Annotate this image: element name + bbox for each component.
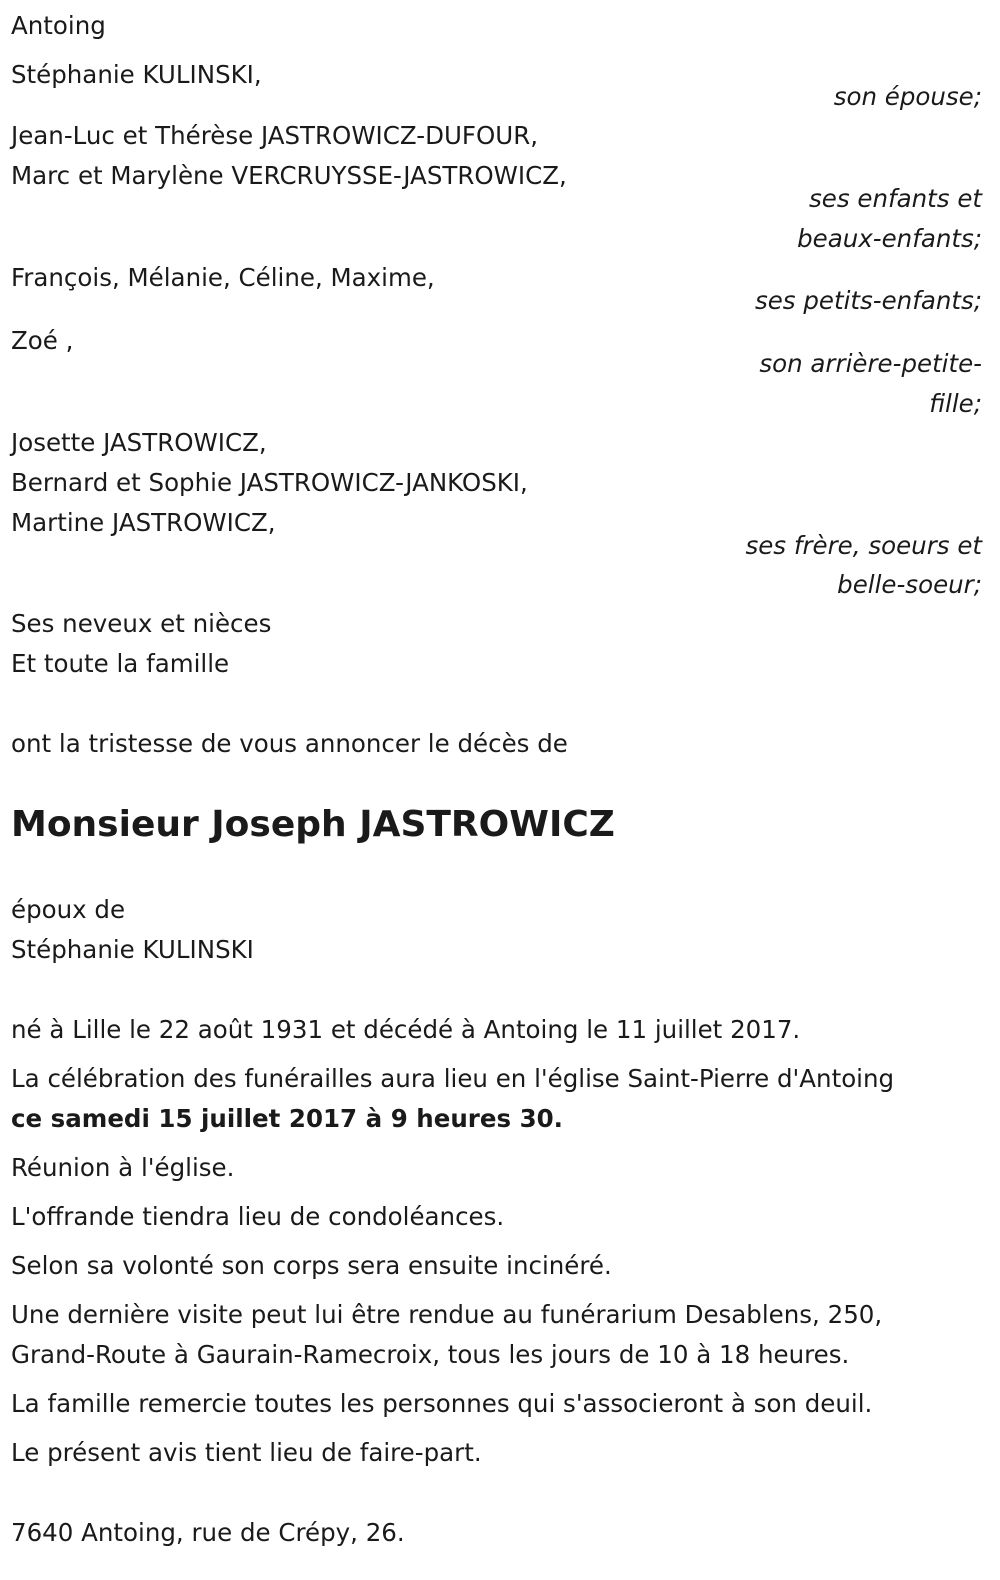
sibling-name-1: Josette JASTROWICZ, [11, 428, 267, 457]
children-name-1: Jean-Luc et Thérèse JASTROWICZ-DUFOUR, [11, 121, 539, 150]
announcement: ont la tristesse de vous annoncer le décès de [11, 729, 568, 758]
spouse-of-name: Stéphanie KULINSKI [11, 935, 254, 964]
family-line-1: Ses neveux et nièces [11, 609, 272, 638]
meeting-text: Réunion à l'église. [11, 1153, 235, 1182]
address: 7640 Antoing, rue de Crépy, 26. [11, 1518, 405, 1547]
visit-line-1: Une dernière visite peut lui être rendue au funérarium Desablens, 250, [11, 1300, 883, 1329]
spouse-name: Stéphanie KULINSKI, [11, 60, 262, 89]
place-heading: Antoing [11, 11, 106, 40]
notice-text: Le présent avis tient lieu de faire-part. [11, 1438, 482, 1467]
children-relation-1: ses enfants et [809, 184, 982, 213]
sibling-name-2: Bernard et Sophie JASTROWICZ-JANKOSKI, [11, 468, 528, 497]
ceremony-date: ce samedi 15 juillet 2017 à 9 heures 30. [11, 1104, 563, 1133]
thanks-text: La famille remercie toutes les personnes qui s'associeront à son deuil. [11, 1389, 873, 1418]
siblings-relation-1: ses frère, soeurs et [745, 531, 982, 560]
spouse-relation: son épouse; [833, 82, 982, 111]
great-granddaughter-name: Zoé , [11, 326, 74, 355]
offering-text: L'offrande tiendra lieu de condoléances. [11, 1202, 505, 1231]
great-granddaughter-relation-2: fille; [929, 389, 982, 418]
grandchildren-names: François, Mélanie, Céline, Maxime, [11, 263, 435, 292]
family-line-2: Et toute la famille [11, 649, 230, 678]
grandchildren-relation: ses petits-enfants; [754, 286, 982, 315]
spouse-of-label: époux de [11, 895, 126, 924]
visit-line-2: Grand-Route à Gaurain-Ramecroix, tous les jours de 10 à 18 heures. [11, 1340, 850, 1369]
ceremony-text: La célébration des funérailles aura lieu en l'église Saint-Pierre d'Antoing [11, 1064, 895, 1093]
cremation-text: Selon sa volonté son corps sera ensuite incinéré. [11, 1251, 612, 1280]
children-name-2: Marc et Marylène VERCRUYSSE-JASTROWICZ, [11, 161, 567, 190]
great-granddaughter-relation-1: son arrière-petite- [759, 349, 982, 378]
sibling-name-3: Martine JASTROWICZ, [11, 508, 276, 537]
deceased-name: Monsieur Joseph JASTROWICZ [11, 804, 615, 845]
children-relation-2: beaux-enfants; [797, 224, 982, 253]
siblings-relation-2: belle-soeur; [837, 570, 982, 599]
birth-death: né à Lille le 22 août 1931 et décédé à Antoing le 11 juillet 2017. [11, 1015, 801, 1044]
